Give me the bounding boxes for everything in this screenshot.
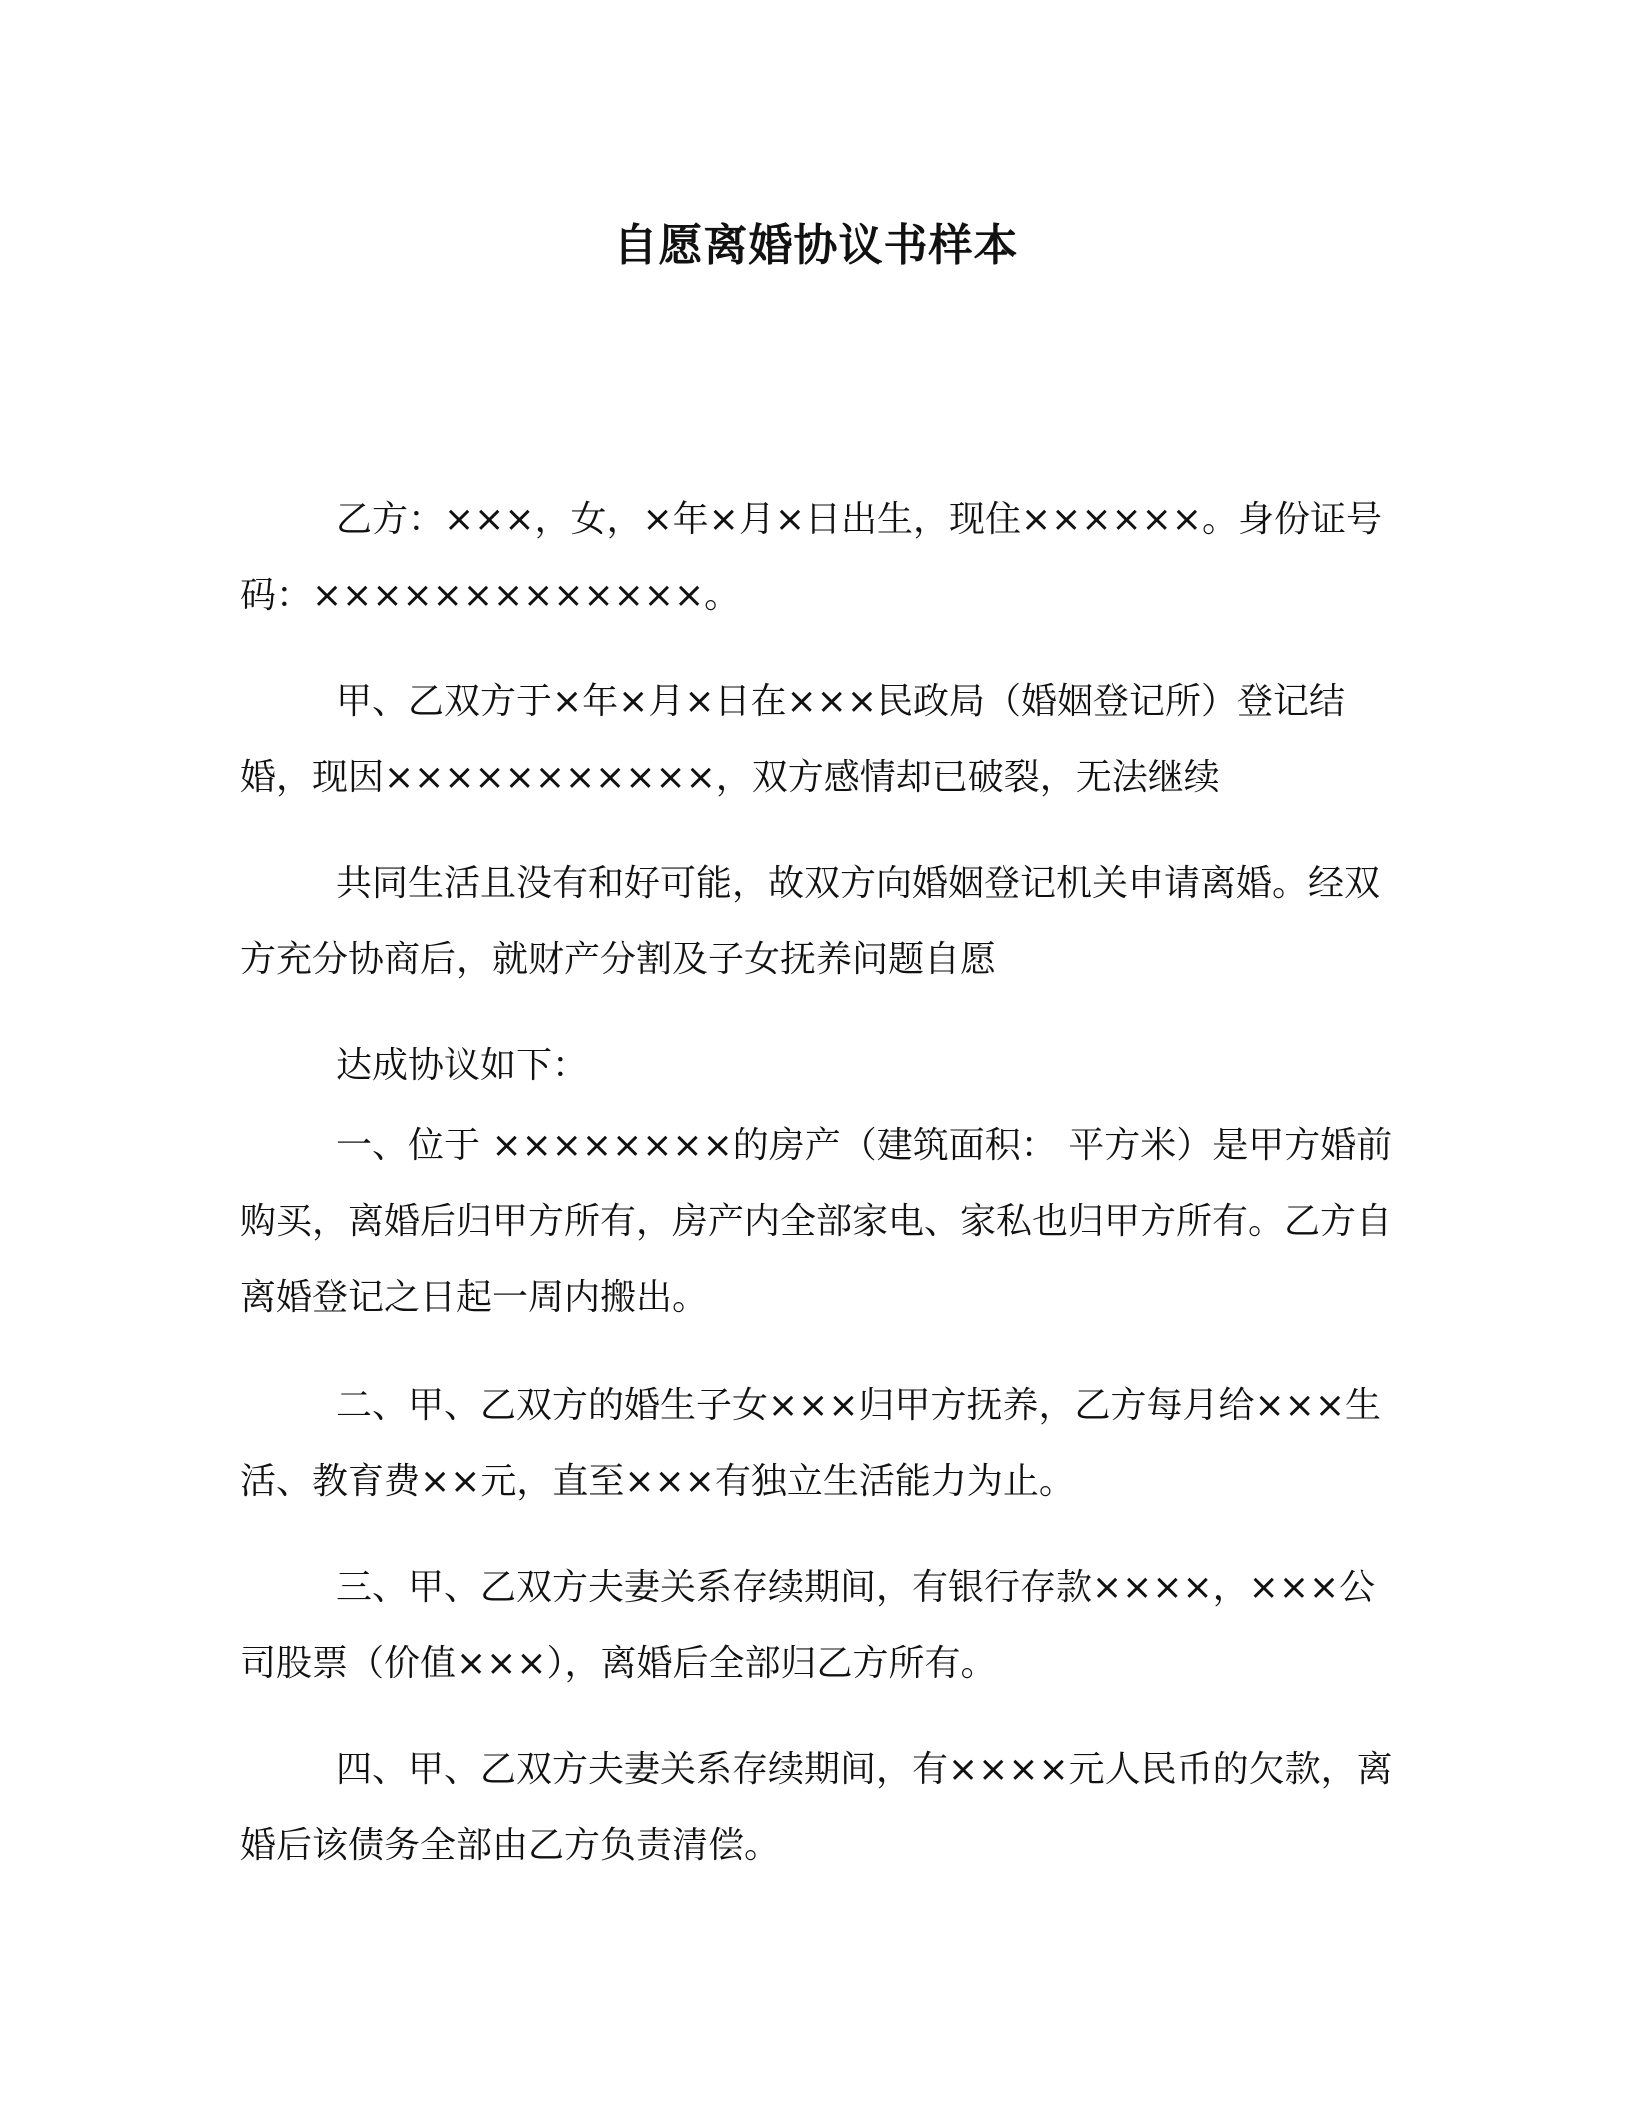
paragraph-party-b-info: 乙方：×××，女，×年×月×日出生，现住××××××。身份证号码：×××××××××××××。 — [240, 499, 1382, 616]
paragraph-divorce-application: 共同生活且没有和好可能，故双方向婚姻登记机关申请离婚。经双方充分协商后，就财产分割及子女抚养问题自愿 — [240, 863, 1381, 980]
clause-1-property: 一、位于 ××××××××的房产（建筑面积： 平方米）是甲方婚前购买，离婚后归甲方所有，房产内全部家电、家私也归甲方所有。乙方自离婚登记之日起一周内搬出。 — [240, 1125, 1393, 1318]
paragraph-marriage-registration: 甲、乙双方于×年×月×日在×××民政局（婚姻登记所）登记结婚，现因×××××××××××，双方感情却已破裂，无法继续 — [240, 681, 1345, 798]
clause-2-child-custody: 二、甲、乙双方的婚生子女×××归甲方抚养，乙方每月给×××生活、教育费××元，直至×××有独立生活能力为止。 — [240, 1385, 1381, 1502]
clause-3-savings-stocks: 三、甲、乙双方夫妻关系存续期间，有银行存款××××，×××公司股票（价值×××），离婚后全部归乙方所有。 — [240, 1567, 1376, 1684]
clause-4-debt: 四、甲、乙双方夫妻关系存续期间，有××××元人民币的欠款，离婚后该债务全部由乙方负责清偿。 — [240, 1749, 1393, 1866]
document-title: 自愿离婚协议书样本 — [613, 220, 1019, 271]
paragraph-agreement-intro: 达成协议如下： — [336, 1045, 589, 1086]
